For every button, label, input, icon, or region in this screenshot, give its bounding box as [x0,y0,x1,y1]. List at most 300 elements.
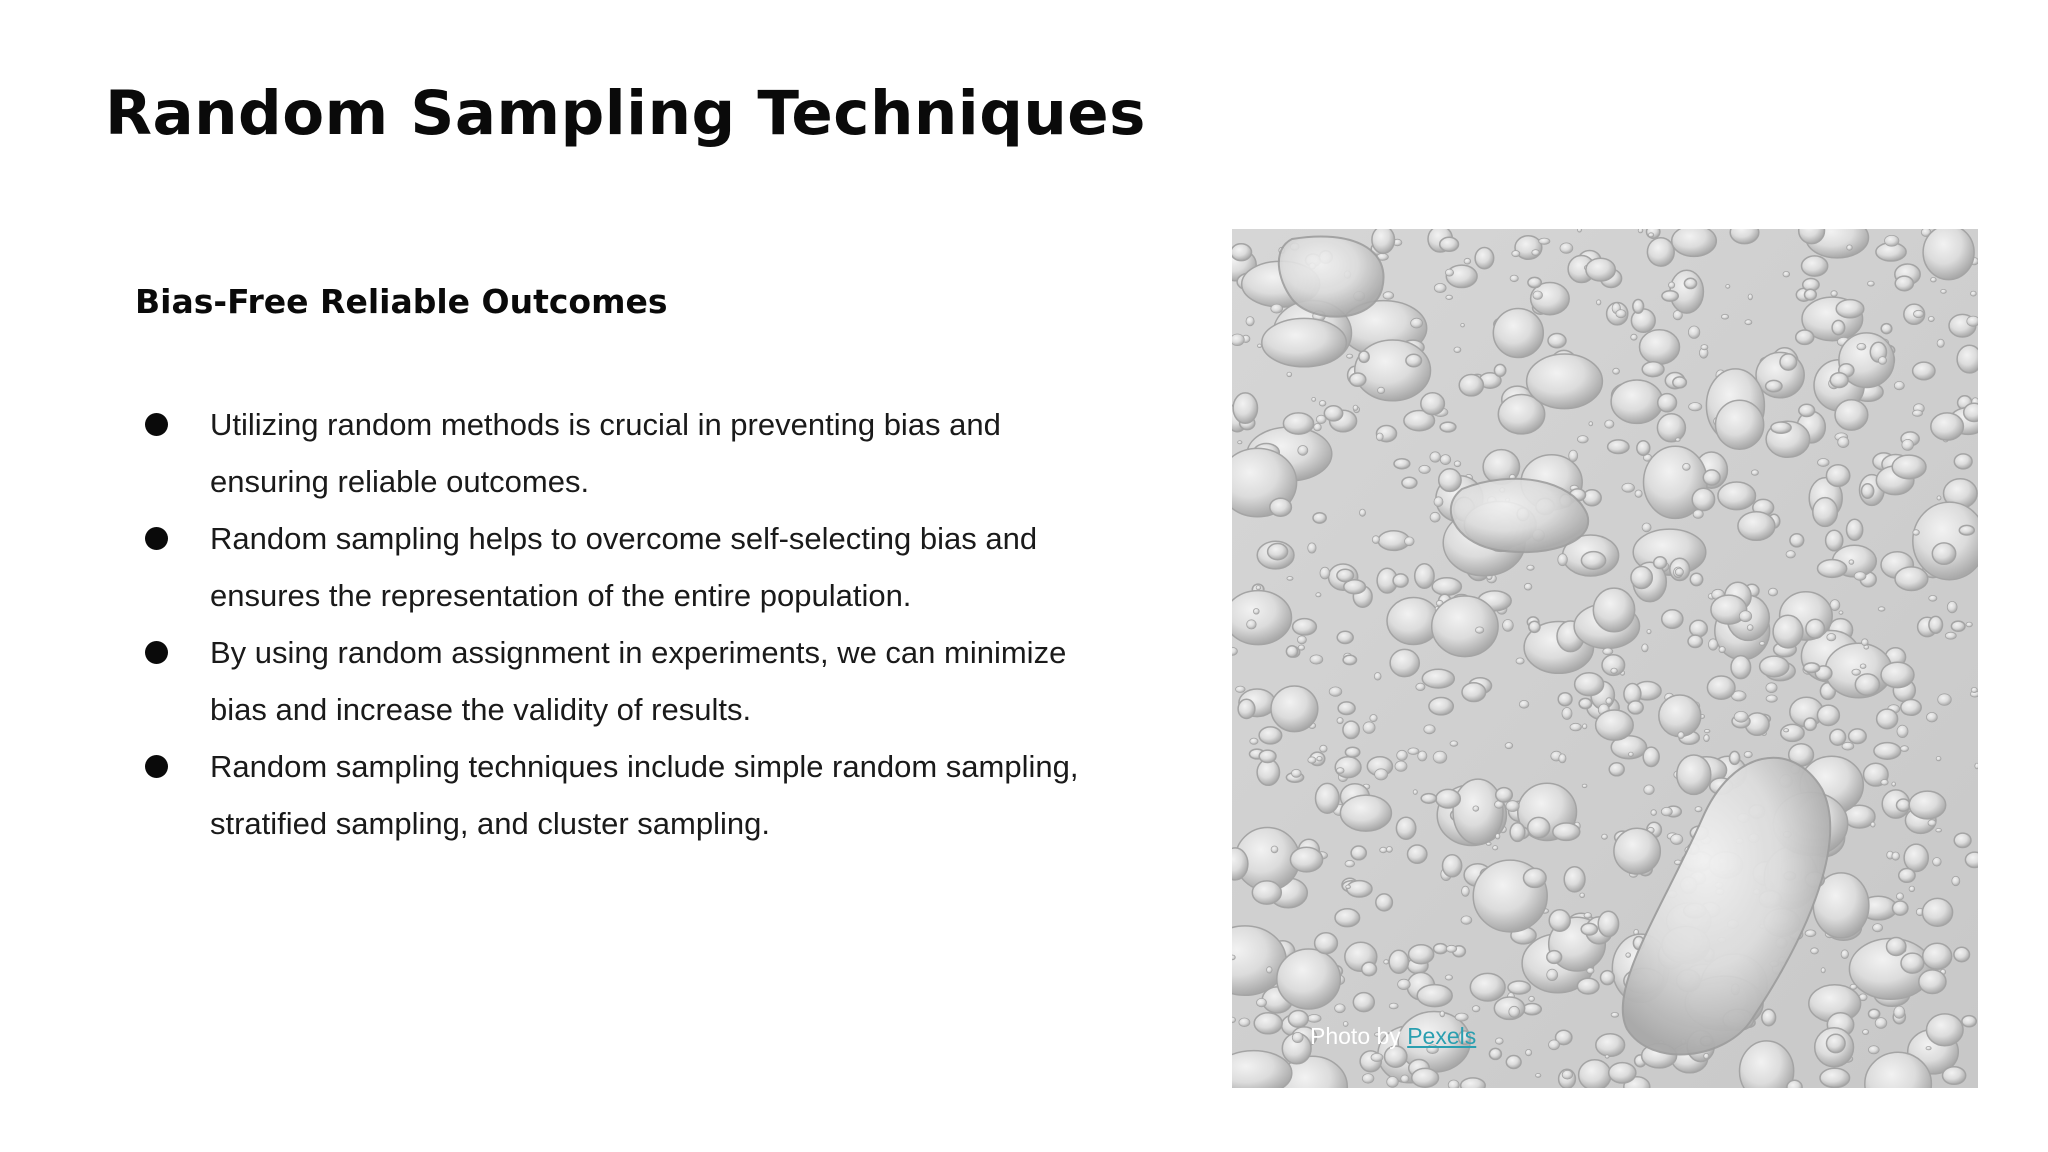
droplet [1922,898,1952,926]
droplet [1826,465,1849,487]
droplet [1868,281,1875,286]
droplet [1909,886,1915,892]
droplet [1609,763,1624,776]
droplet [1901,700,1921,716]
droplet [1909,791,1946,819]
droplet [1310,655,1323,664]
droplet [1593,588,1634,632]
droplet [1642,644,1648,652]
droplet [1247,620,1257,629]
droplet [1971,291,1977,296]
droplet [1878,607,1885,611]
droplet [1929,616,1943,633]
bullet-item [135,396,1095,510]
droplet [1817,705,1839,725]
droplet [1904,844,1928,871]
bullet-text: Utilizing random methods is crucial in preventing bias and ensuring reliable outcomes. [210,407,1001,499]
droplet [1936,756,1941,760]
droplet [1932,543,1955,564]
droplet [1841,950,1848,959]
droplet [1558,693,1572,706]
droplet [1676,438,1681,442]
droplet [1849,729,1867,744]
droplet [1597,300,1601,305]
droplet [1813,498,1838,527]
droplet [1832,320,1845,334]
droplets-texture [1232,229,1978,1088]
droplet [1766,695,1777,702]
droplet [1308,757,1316,763]
droplet [1662,291,1678,301]
droplet [1587,968,1594,974]
droplet [1445,269,1453,276]
droplet [1964,403,1978,421]
droplet [1614,828,1660,874]
droplet [1929,595,1937,601]
droplet [1493,309,1543,358]
droplet [1536,1074,1541,1078]
droplet [1424,725,1435,734]
droplet [1637,441,1650,456]
droplet [1394,459,1410,469]
droplet [1881,780,1888,786]
droplet [1975,763,1978,769]
droplet [1523,1004,1541,1015]
droplet [1459,375,1483,396]
droplet [1609,1063,1636,1083]
droplet [1854,572,1866,581]
droplet [1835,400,1868,430]
droplet [1703,470,1720,485]
droplet [1396,817,1415,839]
droplet [1611,1012,1619,1017]
droplet [1947,601,1957,612]
droplet [1704,735,1710,742]
droplet [1461,916,1472,924]
droplet [1659,695,1701,737]
droplet [1494,997,1524,1019]
droplet [1885,235,1899,246]
droplet [1583,724,1587,729]
droplet [1527,565,1534,570]
droplet [1350,373,1366,386]
droplet [1271,686,1318,732]
droplet [1821,968,1825,973]
droplet [1804,663,1820,673]
droplet [1857,343,1866,350]
droplet [1510,275,1518,282]
droplet [1314,424,1322,431]
droplet [1688,326,1699,338]
droplet [1747,625,1753,631]
droplet [1766,683,1777,693]
droplet [1308,543,1316,553]
droplet [1677,755,1711,794]
droplet [1528,817,1550,837]
droplet [1941,289,1947,293]
droplet [1901,953,1924,973]
droplet [1657,414,1685,442]
droplet [1869,1009,1880,1018]
droplet [1718,482,1756,510]
droplet [1616,310,1626,318]
droplet [1415,564,1434,588]
droplet [1430,452,1441,462]
droplet [1378,387,1385,393]
droplet [1651,810,1657,816]
droplet [1762,1009,1776,1025]
droplet [1654,557,1667,569]
droplet [1842,742,1854,750]
droplet [1393,574,1408,587]
droplet [1877,709,1898,729]
droplet [1455,1013,1468,1021]
droplet [1784,729,1789,732]
droplet [1337,768,1345,774]
droplet [1894,1006,1905,1018]
droplet [1383,292,1394,300]
droplet [1286,646,1297,657]
droplet [1894,381,1904,389]
droplet [1962,1016,1976,1027]
droplet [1690,620,1708,636]
droplet [1462,683,1486,702]
droplet [1931,277,1937,282]
droplet [1818,560,1847,578]
droplet [1693,510,1703,519]
droplet [1672,229,1717,256]
droplet [1683,463,1691,470]
droplet [1338,702,1355,715]
droplet [1564,867,1585,892]
droplet [1602,834,1608,839]
droplet [1577,436,1588,443]
droplet [1871,822,1875,827]
droplet [1268,544,1288,560]
droplet [1283,413,1313,434]
droplet [1351,846,1366,860]
droplet [1967,316,1978,326]
droplet [1716,400,1764,449]
bullet-text: By using random assignment in experiments, we can minimize bias and increase the validity of results. [210,635,1067,727]
droplet [1337,569,1354,581]
droplet [1360,509,1366,516]
droplet [1731,656,1751,679]
droplet [1335,909,1360,927]
droplet [1631,567,1652,589]
droplet [1951,621,1965,631]
droplet [1446,295,1453,299]
droplet [1316,593,1321,597]
droplet [1744,751,1752,757]
droplet [1239,1018,1250,1027]
droplet [1606,698,1612,705]
droplet [1708,639,1717,650]
droplet [1820,1068,1850,1087]
droplet [1421,794,1436,804]
droplet [1613,368,1620,374]
droplet [1897,725,1908,737]
droplet [1952,876,1960,885]
droplet [1781,724,1804,741]
droplet [1560,243,1573,253]
droplet [1236,686,1246,692]
droplet [1603,648,1613,655]
droplet [1830,729,1846,745]
droplet [1892,782,1896,786]
droplet [1292,1032,1303,1042]
droplet [1802,256,1828,276]
droplet [1838,437,1849,448]
droplet [1439,469,1461,492]
droplet [1347,354,1353,358]
droplet [1346,885,1351,889]
droplet [1562,708,1572,720]
droplet [1662,610,1683,628]
droplet [1271,304,1283,313]
bullet-dot-icon [145,527,168,550]
droplet [1675,568,1683,576]
droplet [1773,615,1803,648]
droplet [1254,1013,1282,1034]
droplet [1390,649,1419,676]
droplet [1238,441,1242,444]
droplet [1558,554,1568,566]
droplet [1945,632,1956,639]
slide-title: Random Sampling Techniques [105,78,1146,149]
droplet [1293,619,1317,635]
droplet [1454,347,1461,353]
droplet [1704,1053,1709,1059]
droplet [1868,1046,1879,1054]
droplet [1472,1006,1480,1012]
droplet [1895,567,1928,591]
droplet [1387,1077,1399,1088]
droplet [1863,1030,1869,1035]
droplet [1596,710,1634,740]
droplet [1584,913,1592,919]
droplet [1503,620,1514,632]
droplet [1462,886,1470,896]
droplet [1928,820,1936,826]
droplet [1430,512,1440,522]
droplet [1719,647,1725,653]
droplet [1954,947,1970,961]
droplet [1913,410,1923,416]
bullet-item [135,624,1095,738]
droplet [1768,588,1777,596]
bullet-text: Random sampling helps to overcome self-selecting bias and ensures the representation of the entire population. [210,521,1038,613]
droplet [1954,833,1971,847]
droplet [1642,362,1664,377]
droplet [1622,483,1635,492]
droplet [1892,852,1900,860]
droplet [1359,351,1369,362]
droplet [1464,258,1471,264]
droplet [1250,738,1258,744]
droplet [1786,551,1795,558]
droplet [1926,1047,1931,1050]
droplet [1246,317,1254,326]
droplet [1401,1075,1409,1083]
droplet [1721,314,1728,319]
droplet [1258,344,1262,348]
droplet [1418,751,1427,761]
droplet [1337,631,1353,643]
droplet [1631,334,1637,340]
droplet [1611,380,1663,423]
droplet [1524,868,1547,887]
droplet [1704,729,1710,732]
droplet [1421,393,1445,415]
bullet-item [135,738,1095,852]
droplet [1730,751,1740,764]
droplet [1528,277,1541,287]
droplet [1412,1068,1439,1087]
droplet [1954,454,1972,469]
droplet [1862,639,1869,646]
droplet [1372,229,1395,253]
droplet [1881,324,1892,334]
droplet [1533,291,1543,299]
droplet [1319,401,1326,407]
droplet [1510,823,1525,842]
droplet [1957,345,1978,373]
droplet [1562,1070,1572,1079]
droplet [1539,238,1550,244]
droplet [1927,1014,1964,1046]
droplet [1232,244,1252,261]
droplet [1475,248,1494,269]
droplet [1353,993,1374,1012]
droplet [1923,943,1952,969]
droplet [1343,655,1356,664]
droplet [1937,496,1941,500]
droplet [1519,700,1529,708]
droplet [1914,310,1924,317]
droplet [1581,552,1605,570]
droplet [1734,711,1748,722]
droplet [1923,229,1974,280]
droplet [1548,334,1566,348]
droplet [1628,701,1643,714]
droplet [1320,567,1330,579]
droplet [1406,354,1422,367]
droplet [1347,881,1372,897]
droplet [1340,795,1391,831]
droplet [1796,330,1814,344]
droplet [1335,1004,1346,1013]
droplet [1335,757,1361,778]
droplet [1805,289,1817,300]
droplet [1496,834,1500,839]
droplet [1389,1003,1398,1009]
droplet [1897,799,1911,811]
droplet [1873,924,1883,932]
droplet [1402,477,1417,488]
droplet [1673,377,1687,388]
droplet [1626,953,1631,958]
droplet [1389,950,1408,973]
droplet [1598,911,1618,936]
droplet [1633,300,1644,314]
bullet-dot-icon [145,755,168,778]
droplet [1874,743,1901,760]
droplet [1799,404,1815,416]
droplet [1448,1080,1459,1088]
droplet [1270,498,1292,516]
droplet [1493,846,1498,850]
droplet [1313,513,1326,523]
droplet [1422,669,1454,688]
droplet [1707,676,1735,699]
droplet [1238,699,1255,718]
droplet [1751,470,1758,476]
droplet [1878,357,1886,365]
droplet [1553,823,1580,840]
droplet [1549,1040,1560,1050]
droplet [1376,433,1383,441]
droplet [1512,251,1520,257]
droplet [1586,258,1615,281]
bullet-dot-icon [145,641,168,664]
droplet [1827,634,1836,641]
droplet [1839,611,1843,614]
droplet [1408,748,1419,755]
droplet [1575,673,1604,696]
droplet [1684,278,1696,288]
droplet [1411,318,1423,328]
droplet [1312,397,1316,401]
droplet [1395,761,1407,771]
droplet [1233,393,1257,423]
droplet [1547,969,1558,980]
droplet [1443,855,1462,877]
droplet [1529,621,1540,632]
droplet [1329,687,1342,696]
droplet [1446,945,1456,952]
bullet-text: Random sampling techniques include simple random sampling, stratified sampling, and cluster sampling. [210,749,1079,841]
droplet [1461,323,1465,327]
droplet [1232,334,1244,346]
droplet [1434,283,1446,292]
droplet [1931,413,1964,440]
droplet [1635,490,1642,497]
droplet [1726,285,1730,289]
droplet [1849,560,1854,565]
droplet [1440,455,1450,465]
droplet [1429,698,1453,715]
droplet [1855,674,1879,695]
droplet [1529,996,1535,1001]
droplet [1648,233,1653,237]
droplet [1658,394,1677,412]
droplet [1416,683,1425,690]
pexels-link[interactable]: Pexels [1407,1023,1477,1049]
droplet [1345,747,1359,757]
droplet [1353,405,1358,410]
droplet [1938,694,1952,706]
bullet-dot-icon [145,413,168,436]
droplet [1582,784,1587,788]
droplet [1901,746,1909,752]
droplet [1578,229,1582,232]
droplet [1376,894,1393,911]
droplet [1818,459,1830,467]
droplet [1524,583,1532,590]
droplet [1470,973,1505,1001]
droplet [1506,801,1519,812]
